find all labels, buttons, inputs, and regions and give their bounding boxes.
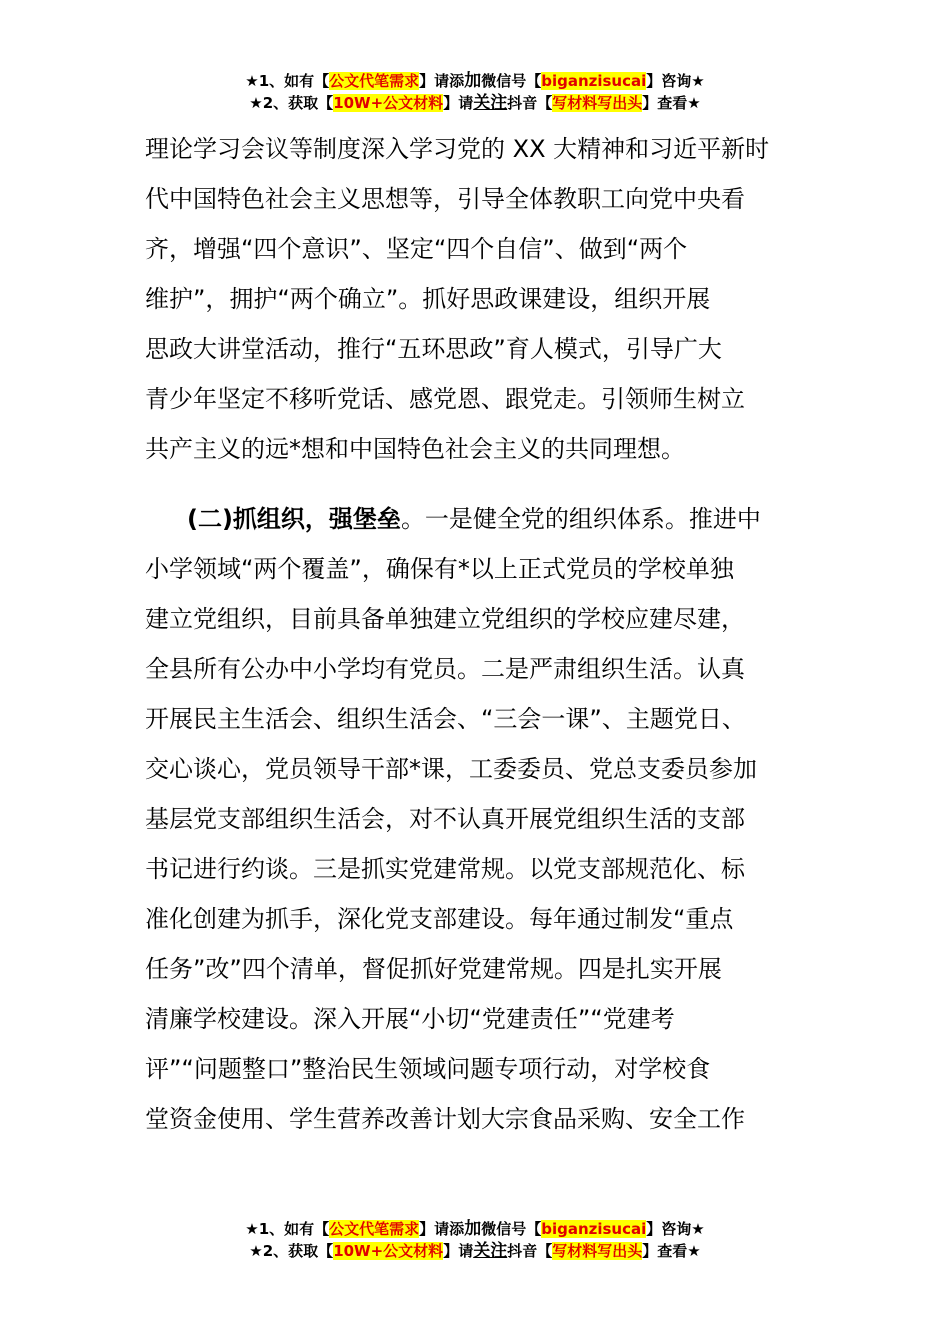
header-line1-mid-1: 】请添	[419, 72, 465, 90]
para1-line: 代中国特色社会主义思想等，引导全体教职工向党中央看	[145, 185, 745, 213]
header-line-2	[0, 92, 950, 114]
footer-line1-highlight-1: 公文代笔需求	[329, 1220, 420, 1238]
para1-line: 思政大讲堂活动，推行“五环思政”育人模式，引导广大	[145, 335, 722, 363]
footer-line1-prefix: ★1、如有【	[245, 1220, 330, 1238]
para2-line: 准化创建为抓手，深化党支部建设。每年通过制发“重点	[145, 905, 734, 933]
footer-line1-mid-1: 】请添	[419, 1220, 465, 1238]
header-line2-underlined: 关注	[473, 93, 508, 113]
footer-line-1	[0, 1218, 950, 1240]
header-line2-highlight-1: 10W+公文材料	[333, 94, 444, 112]
header-line-1	[0, 70, 950, 92]
paragraph-1	[145, 124, 805, 474]
header-line2-prefix: ★2、获取【	[249, 94, 334, 112]
para2-line: 堂资金使用、学生营养改善计划大宗食品采购、安全工作	[145, 1105, 745, 1133]
footer-line-2	[0, 1240, 950, 1262]
footer-line2-prefix: ★2、获取【	[249, 1242, 334, 1260]
para2-line: 开展民主生活会、组织生活会、“三会一课”、主题党日、	[145, 705, 746, 733]
footer-line1-big: 加	[464, 1219, 482, 1239]
para2-line: 交心谈心，党员领导干部*课，工委委员、党总支委员参加	[145, 755, 757, 783]
header-line1-highlight-2: biganzisucai	[541, 72, 647, 90]
paragraph-2	[145, 494, 805, 1144]
footer-line1-highlight-2: biganzisucai	[541, 1220, 647, 1238]
para1-line: 青少年坚定不移听党话、感党恩、跟党走。引领师生树立	[145, 385, 745, 413]
footer-line2-mid-2: 抖音【	[507, 1242, 553, 1260]
para1-line: 维护”，拥护“两个确立”。抓好思政课建设，组织开展	[145, 285, 711, 313]
section-heading: (二)抓组织，强堡垒	[187, 505, 401, 533]
header-line1-prefix: ★1、如有【	[245, 72, 330, 90]
footer-line2-highlight-2: 写材料写出头	[552, 1242, 643, 1260]
footer-line2-underlined: 关注	[473, 1241, 508, 1261]
header-line1-big: 加	[464, 71, 482, 91]
para2-line: 清廉学校建设。深入开展“小切“党建责任”“党建考	[145, 1005, 675, 1033]
header-line2-suffix: 】查看★	[642, 94, 701, 112]
header-line2-highlight-2: 写材料写出头	[552, 94, 643, 112]
para2-line: 小学领域“两个覆盖”，确保有*以上正式党员的学校单独	[145, 555, 734, 583]
para2-line: 评”“问题整口”整治民生领域问题专项行动，对学校食	[145, 1055, 711, 1083]
header-line1-highlight-1: 公文代笔需求	[329, 72, 420, 90]
para2-line: 书记进行约谈。三是抓实党建常规。以党支部规范化、标	[145, 855, 745, 883]
document-body	[145, 124, 805, 1144]
para1-line: 齐，增强“四个意识”、坚定“四个自信”、做到“两个	[145, 235, 688, 263]
para1-line: 理论学习会议等制度深入学习党的 XX 大精神和习近平新时	[145, 135, 770, 163]
footer-line2-highlight-1: 10W+公文材料	[333, 1242, 444, 1260]
para2-line: 全县所有公办中小学均有党员。二是严肃组织生活。认真	[145, 655, 745, 683]
para2-line: 建立党组织，目前具备单独建立党组织的学校应建尽建，	[145, 605, 745, 633]
footer-line2-mid-1: 】请	[443, 1242, 474, 1260]
para2-line: 基层党支部组织生活会，对不认真开展党组织生活的支部	[145, 805, 745, 833]
para2-first-rest: 。一是健全党的组织体系。推进中	[400, 505, 761, 533]
header-line1-mid-2: 微信号【	[481, 72, 542, 90]
para2-first-line	[145, 494, 805, 544]
footer-line1-mid-2: 微信号【	[481, 1220, 542, 1238]
header-line2-mid-1: 】请	[443, 94, 474, 112]
footer-line1-suffix: 】咨询★	[646, 1220, 705, 1238]
footer-line2-suffix: 】查看★	[642, 1242, 701, 1260]
footer-banner	[0, 1218, 950, 1262]
header-line1-suffix: 】咨询★	[646, 72, 705, 90]
para1-line: 共产主义的远*想和中国特色社会主义的共同理想。	[145, 435, 685, 463]
header-line2-mid-2: 抖音【	[507, 94, 553, 112]
para2-line: 任务”改”四个清单，督促抓好党建常规。四是扎实开展	[145, 955, 722, 983]
header-banner	[0, 70, 950, 114]
